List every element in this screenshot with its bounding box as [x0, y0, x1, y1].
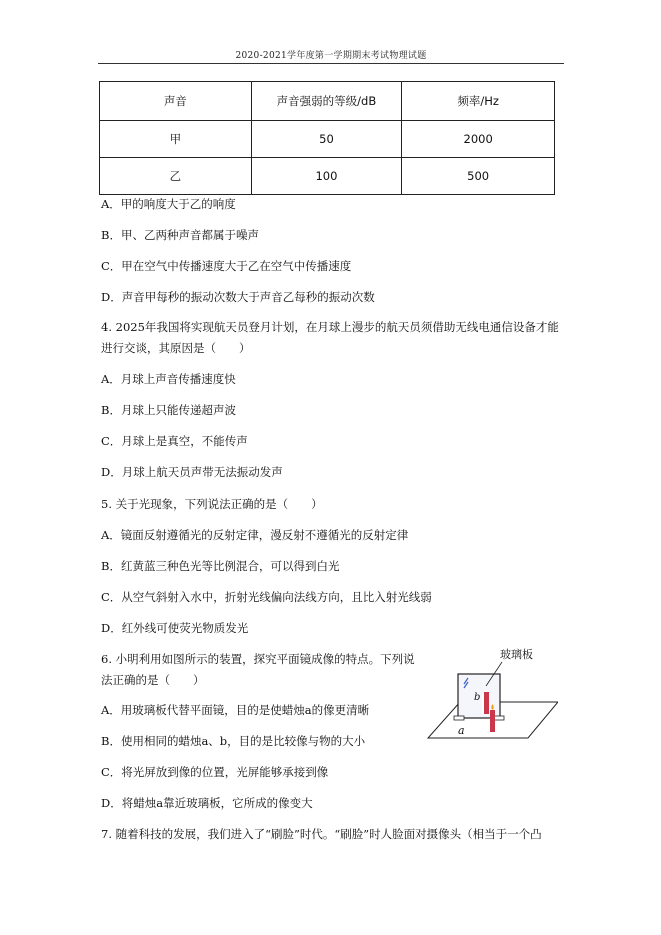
table-cell: 100: [251, 158, 402, 195]
page-header: 2020-2021学年度第一学期期末考试物理试题: [235, 51, 427, 61]
q5-option-d: D．红外线可使荧光物质发光: [101, 621, 249, 635]
q6-option-d: D．将蜡烛a靠近玻璃板，它所成的像变大: [101, 796, 313, 810]
mirror-experiment-figure: [424, 648, 558, 744]
q4-option-c: C．月球上是真空，不能传声: [101, 434, 248, 448]
q5-option-b: B．红黄蓝三种色光等比例混合，可以得到白光: [101, 559, 340, 573]
q6-stem: 6. 小明利用如图所示的装置，探究平面镜成像的特点。下列说法正确的是（ ）: [101, 652, 415, 687]
header-rule: [98, 63, 564, 64]
candle-a-label: a: [458, 724, 465, 737]
q7-stem: 7. 随着科技的发展，我们进入了“刷脸”时代。“刷脸”时人脸面对摄像头（相当于一个凸: [101, 827, 542, 841]
table-header-cell: 频率/Hz: [402, 82, 555, 121]
q4-option-a: A．月球上声音传播速度快: [101, 372, 236, 386]
table-cell: 甲: [100, 121, 252, 158]
q4-option-b: B．月球上只能传递超声波: [101, 403, 236, 417]
glass-plate-label: 玻璃板: [500, 648, 533, 661]
q3-option-d: D．声音甲每秒的振动次数大于声音乙每秒的振动次数: [101, 290, 375, 304]
q5-option-c: C．从空气斜射入水中，折射光线偏向法线方向，且比入射光线弱: [101, 590, 432, 604]
table-header-cell: 声音强弱的等级/dB: [251, 82, 402, 121]
q3-option-a: A．甲的响度大于乙的响度: [101, 197, 236, 211]
table-header-row: [100, 82, 555, 121]
candle-b: [484, 692, 489, 714]
table-header-cell: 声音: [100, 82, 252, 121]
candle-b-shine: [482, 694, 484, 714]
table-cell: 500: [402, 158, 555, 195]
table-cell: 乙: [100, 158, 252, 195]
q6-option-c: C．将光屏放到像的位置，光屏能够承接到像: [101, 765, 329, 779]
q6-option-a: A．用玻璃板代替平面镜，目的是使蜡烛a的像更清晰: [101, 703, 370, 717]
table-row: [100, 158, 555, 195]
q4-stem: 4. 2025年我国将实现航天员登月计划，在月球上漫步的航天员须借助无线电通信设备才能进行交谈，其原因是（ ）: [101, 320, 559, 355]
sound-table: [99, 81, 555, 195]
plate-stand: [454, 716, 464, 720]
table-cell: 2000: [402, 121, 555, 158]
candle-a: [490, 710, 495, 732]
q5-option-a: A．镜面反射遵循光的反射定律，漫反射不遵循光的反射定律: [101, 528, 409, 542]
q6-option-b: B．使用相同的蜡烛a、b，目的是比较像与物的大小: [101, 734, 366, 748]
q4-option-d: D．月球上航天员声带无法振动发声: [101, 465, 283, 479]
q3-option-c: C．甲在空气中传播速度大于乙在空气中传播速度: [101, 259, 352, 273]
plate-stand: [494, 716, 504, 720]
candle-b-label: b: [474, 692, 481, 703]
q5-stem: 5. 关于光现象，下列说法正确的是（ ）: [101, 497, 323, 511]
q3-option-b: B．甲、乙两种声音都属于噪声: [101, 228, 259, 242]
table-row: [100, 121, 555, 158]
table-cell: 50: [251, 121, 402, 158]
